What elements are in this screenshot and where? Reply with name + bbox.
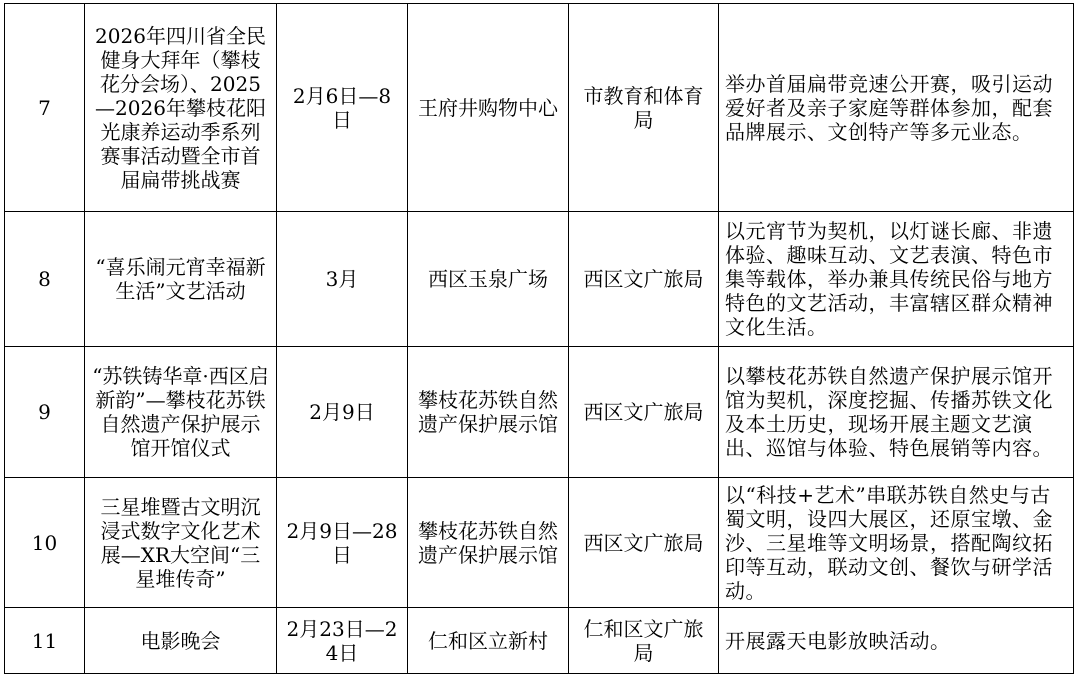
event-date-cell: 2月9日 <box>277 347 408 478</box>
event-description-cell: 以攀枝花苏铁自然遗产保护展示馆开馆为契机，深度挖掘、传播苏铁文化及本土历史，现场开展主题文艺演出、巡馆与体验、特色展销等内容。 <box>719 347 1074 478</box>
row-number-cell: 9 <box>5 347 85 478</box>
event-description-cell: 以“科技+艺术”串联苏铁自然史与古蜀文明，设四大展区，还原宝墩、金沙、三星堆等文明场景，搭配陶纹拓印等互动，联动文创、餐饮与研学活动。 <box>719 478 1074 608</box>
table-row <box>5 478 1074 608</box>
row-number-cell: 10 <box>5 478 85 608</box>
event-description-cell: 举办首届扁带竞速公开赛，吸引运动爱好者及亲子家庭等群体参加，配套品牌展示、文创特产等多元业态。 <box>719 4 1074 212</box>
event-date-cell: 3月 <box>277 212 408 347</box>
table-row <box>5 608 1074 674</box>
row-number-cell: 8 <box>5 212 85 347</box>
event-name-cell: 三星堆暨古文明沉浸式数字文化艺术展—XR大空间“三星堆传奇” <box>85 478 277 608</box>
table-row <box>5 347 1074 478</box>
row-number-cell: 7 <box>5 4 85 212</box>
events-table <box>4 3 1074 674</box>
row-number-cell: 11 <box>5 608 85 674</box>
event-date-cell: 2月9日—28日 <box>277 478 408 608</box>
event-venue-cell: 仁和区立新村 <box>408 608 569 674</box>
event-organizer-cell: 西区文广旅局 <box>569 347 719 478</box>
table-row <box>5 212 1074 347</box>
event-name-cell: “苏铁铸华章·西区启新韵”—攀枝花苏铁自然遗产保护展示馆开馆仪式 <box>85 347 277 478</box>
event-organizer-cell: 西区文广旅局 <box>569 478 719 608</box>
event-organizer-cell: 市教育和体育局 <box>569 4 719 212</box>
table-row <box>5 4 1074 212</box>
event-venue-cell: 西区玉泉广场 <box>408 212 569 347</box>
event-name-cell: 电影晚会 <box>85 608 277 674</box>
event-organizer-cell: 西区文广旅局 <box>569 212 719 347</box>
event-date-cell: 2月23日—24日 <box>277 608 408 674</box>
event-venue-cell: 王府井购物中心 <box>408 4 569 212</box>
event-description-cell: 开展露天电影放映活动。 <box>719 608 1074 674</box>
event-venue-cell: 攀枝花苏铁自然遗产保护展示馆 <box>408 347 569 478</box>
event-venue-cell: 攀枝花苏铁自然遗产保护展示馆 <box>408 478 569 608</box>
event-description-cell: 以元宵节为契机，以灯谜长廊、非遗体验、趣味互动、文艺表演、特色市集等载体，举办兼具传统民俗与地方特色的文艺活动，丰富辖区群众精神文化生活。 <box>719 212 1074 347</box>
event-name-cell: “喜乐闹元宵幸福新生活”文艺活动 <box>85 212 277 347</box>
event-date-cell: 2月6日—8日 <box>277 4 408 212</box>
event-name-cell: 2026年四川省全民健身大拜年（攀枝花分会场）、2025—2026年攀枝花阳光康养运动季系列赛事活动暨全市首届扁带挑战赛 <box>85 4 277 212</box>
event-organizer-cell: 仁和区文广旅局 <box>569 608 719 674</box>
